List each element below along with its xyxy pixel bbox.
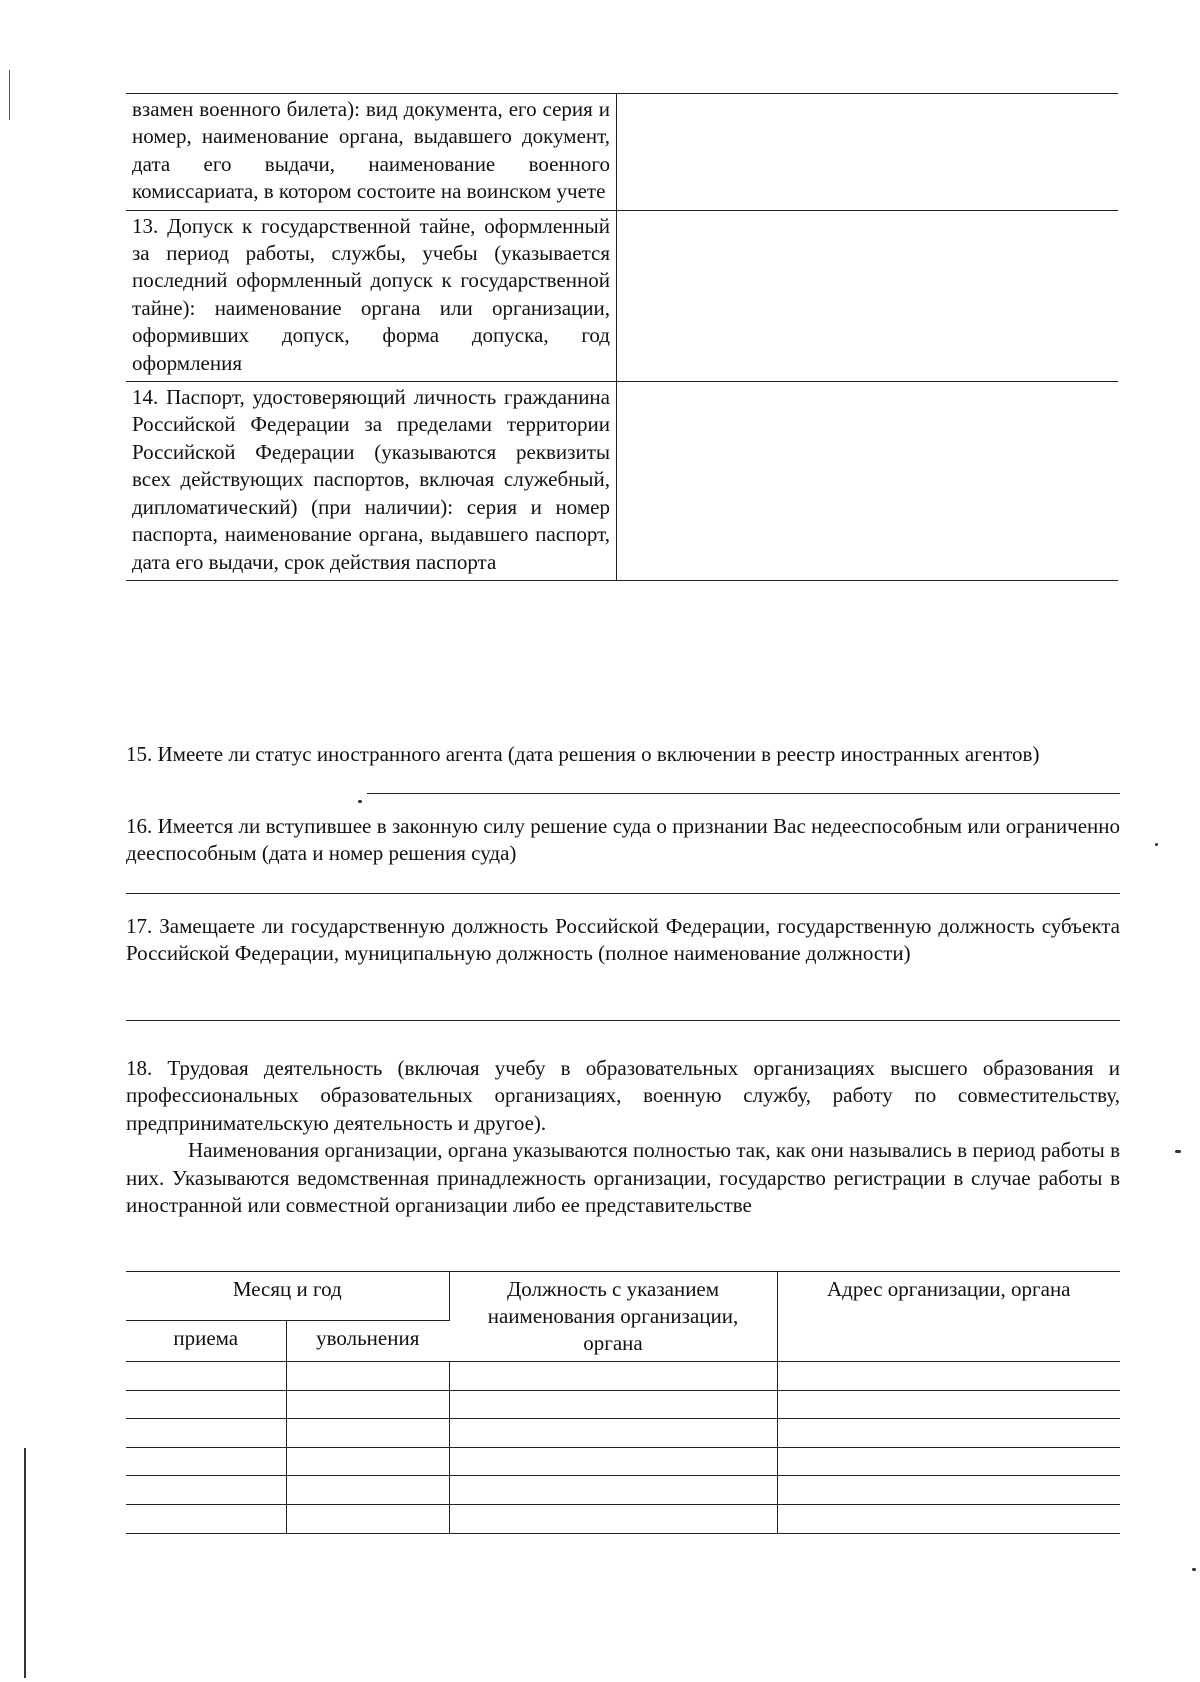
dismissal-date-cell[interactable] bbox=[286, 1504, 449, 1533]
table-row bbox=[126, 1504, 1120, 1533]
header-hire: приема bbox=[126, 1321, 286, 1362]
address-cell[interactable] bbox=[777, 1476, 1120, 1505]
question-18-title: 18. Трудовая деятельность (включая учебу в образовательных организациях высшего образования и профессиональных образовательных организациях, военную службу, работу по совместительству, предпринимательскую деятельность и другое). bbox=[126, 1056, 1120, 1135]
address-cell[interactable] bbox=[777, 1419, 1120, 1448]
position-cell[interactable] bbox=[449, 1504, 777, 1533]
question-16 bbox=[126, 813, 1120, 868]
header-position: Должность с указанием наименования организации, органа bbox=[449, 1272, 777, 1362]
question-18-note: Наименования организации, органа указываются полностью так, как они назывались в период работы в них. Указываются ведомственная принадлежность организации, государство регистрации в случае работы в иностранной или совместной организации либо ее представительстве bbox=[126, 1138, 1120, 1218]
scan-speck bbox=[358, 800, 362, 803]
form-answer-cell[interactable] bbox=[617, 210, 1119, 381]
position-cell[interactable] bbox=[449, 1419, 777, 1448]
table-row bbox=[126, 1390, 1120, 1419]
hire-date-cell[interactable] bbox=[126, 1504, 286, 1533]
table-row bbox=[126, 1362, 1120, 1391]
question-15 bbox=[126, 741, 1120, 768]
hire-date-cell[interactable] bbox=[126, 1476, 286, 1505]
form-question-cell: 14. Паспорт, удостоверяющий личность гражданина Российской Федерации за пределами территории Российской Федерации (указываются реквизиты всех действующих паспортов, включая служебный, дипломатический) (при наличии): серия и номер паспорта, наименование органа, выдавшего паспорт, дата его выдачи, срок действия паспорта bbox=[126, 382, 617, 581]
scan-margin-mark bbox=[9, 70, 10, 120]
scan-speck bbox=[1175, 1150, 1181, 1153]
address-cell[interactable] bbox=[777, 1362, 1120, 1391]
header-dismissal: увольнения bbox=[286, 1321, 449, 1362]
dismissal-date-cell[interactable] bbox=[286, 1447, 449, 1476]
form-answer-cell[interactable] bbox=[617, 382, 1119, 581]
position-cell[interactable] bbox=[449, 1447, 777, 1476]
scan-speck bbox=[1155, 843, 1158, 846]
header-month-year: Месяц и год bbox=[126, 1272, 449, 1321]
question-17-answer-line[interactable] bbox=[126, 1020, 1120, 1021]
table-row bbox=[126, 1476, 1120, 1505]
question-17-text: 17. Замещаете ли государственную должность Российской Федерации, государственную должность субъекта Российской Федерации, муниципальную должность (полное наименование должности) bbox=[126, 914, 1120, 966]
form-question-cell: взамен военного билета): вид документа, его серия и номер, наименование органа, выдавшего документ, дата его выдачи, наименование военного комиссариата, в котором состоите на воинском учете bbox=[126, 94, 617, 211]
header-address: Адрес организации, органа bbox=[827, 1277, 1071, 1301]
hire-date-cell[interactable] bbox=[126, 1390, 286, 1419]
question-17 bbox=[126, 913, 1120, 968]
form-row bbox=[126, 94, 1118, 211]
dismissal-date-cell[interactable] bbox=[286, 1390, 449, 1419]
position-cell[interactable] bbox=[449, 1362, 777, 1391]
position-cell[interactable] bbox=[449, 1476, 777, 1505]
scan-speck bbox=[1192, 1568, 1196, 1571]
hire-date-cell[interactable] bbox=[126, 1447, 286, 1476]
hire-date-cell[interactable] bbox=[126, 1419, 286, 1448]
question-16-text: 16. Имеется ли вступившее в законную силу решение суда о признании Вас недееспособным или ограниченно дееспособным (дата и номер решения суда) bbox=[126, 814, 1120, 866]
dismissal-date-cell[interactable] bbox=[286, 1419, 449, 1448]
personal-data-form-table bbox=[126, 93, 1118, 581]
address-cell[interactable] bbox=[777, 1447, 1120, 1476]
dismissal-date-cell[interactable] bbox=[286, 1362, 449, 1391]
employment-history-table bbox=[126, 1271, 1120, 1534]
form-row bbox=[126, 210, 1118, 381]
form-question-cell: 13. Допуск к государственной тайне, оформленный за период работы, службы, учебы (указывается последний оформленный допуск к государственной тайне): наименование органа или организации, оформивших допуск, форма допуска, год оформления bbox=[126, 210, 617, 381]
table-row bbox=[126, 1447, 1120, 1476]
scan-margin-mark bbox=[24, 1448, 26, 1678]
table-row bbox=[126, 1419, 1120, 1448]
address-cell[interactable] bbox=[777, 1390, 1120, 1419]
question-18 bbox=[126, 1055, 1120, 1219]
question-15-answer-line[interactable] bbox=[367, 793, 1120, 794]
hire-date-cell[interactable] bbox=[126, 1362, 286, 1391]
dismissal-date-cell[interactable] bbox=[286, 1476, 449, 1505]
form-row bbox=[126, 382, 1118, 581]
position-cell[interactable] bbox=[449, 1390, 777, 1419]
address-cell[interactable] bbox=[777, 1504, 1120, 1533]
form-answer-cell[interactable] bbox=[617, 94, 1119, 211]
question-15-text: 15. Имеете ли статус иностранного агента (дата решения о включении в реестр иностранных агентов) bbox=[126, 742, 1040, 766]
question-16-answer-line[interactable] bbox=[126, 893, 1120, 894]
